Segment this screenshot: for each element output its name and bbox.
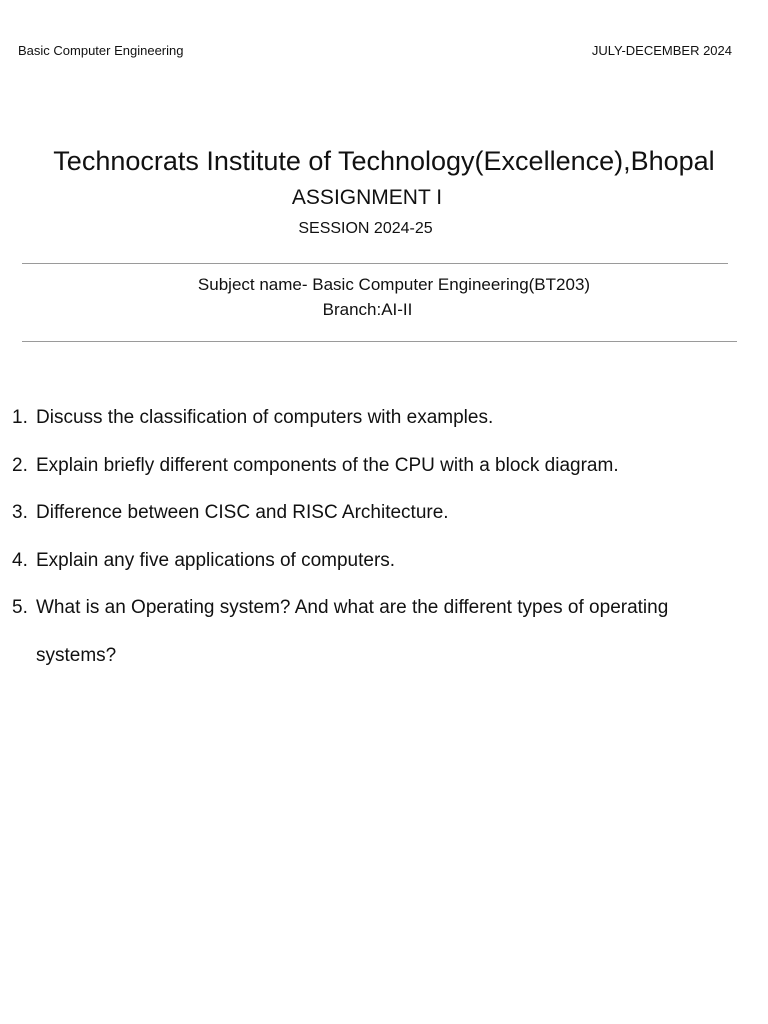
question-number: 4. [12,549,28,571]
question-item [12,537,752,585]
question-number: 2. [12,454,28,476]
question-number: 3. [12,502,28,523]
question-text: What is an Operating system? And what are the different types of operating systems? [36,597,669,666]
question-text: Difference between CISC and RISC Architecture. [36,502,449,523]
question-number: 5. [12,597,28,618]
institute-title: Technocrats Institute of Technology(Excellence),Bhopal [53,146,715,176]
question-item [12,584,752,679]
question-number: 1. [12,407,28,428]
bottom-divider [22,341,737,342]
header-term: JULY-DECEMBER 2024 [591,43,732,58]
question-item [12,442,752,490]
header-course-name: Basic Computer Engineering [18,43,184,58]
top-divider [22,263,728,264]
question-item [12,489,752,537]
question-text: Discuss the classification of computers with examples. [36,407,494,428]
session-label: SESSION 2024-25 [298,220,433,237]
subject-name: Subject name- Basic Computer Engineering(BT203) [197,275,591,294]
branch-label: Branch:AI-II [322,300,413,319]
assignment-title: ASSIGNMENT I [291,186,443,209]
question-list [12,394,752,679]
question-item [12,394,752,442]
question-text: Explain briefly different components of the CPU with a block diagram. [36,454,619,476]
question-text: Explain any five applications of computers. [36,549,396,571]
